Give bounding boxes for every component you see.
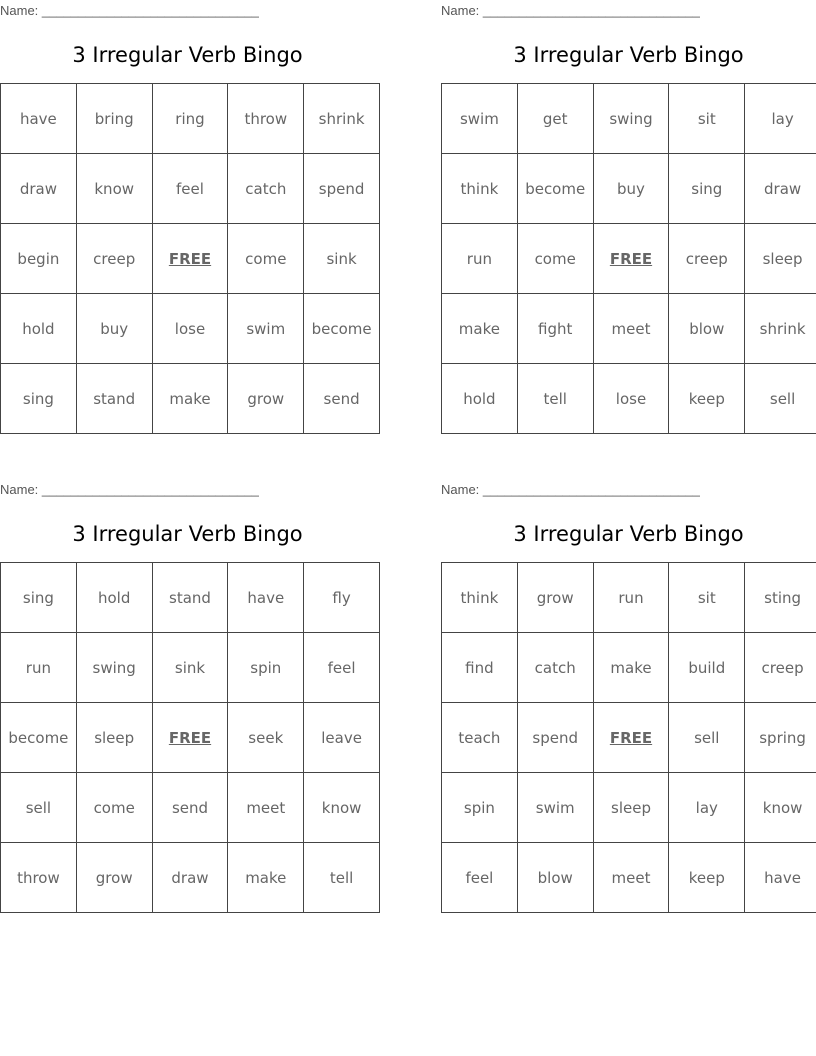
bingo-cell: sink: [152, 633, 228, 703]
bingo-cell: run: [1, 633, 77, 703]
bingo-cell: draw: [152, 843, 228, 913]
bingo-cell: sit: [669, 563, 745, 633]
bingo-cell: think: [442, 154, 518, 224]
bingo-cell: make: [442, 294, 518, 364]
bingo-grid: [441, 562, 816, 913]
bingo-cell: sleep: [745, 224, 816, 294]
bingo-cell: buy: [76, 294, 152, 364]
bingo-cell: buy: [593, 154, 669, 224]
bingo-cell: hold: [76, 563, 152, 633]
bingo-cell: teach: [442, 703, 518, 773]
grid-row: [1, 633, 380, 703]
bingo-cell: spend: [517, 703, 593, 773]
bingo-cell: get: [517, 84, 593, 154]
free-space-cell: FREE: [152, 703, 228, 773]
bingo-cell: begin: [1, 224, 77, 294]
name-field-label: Name: ______________________________: [441, 3, 700, 18]
bingo-cell: meet: [228, 773, 304, 843]
bingo-cell: make: [152, 364, 228, 434]
bingo-cell: come: [76, 773, 152, 843]
bingo-cell: throw: [1, 843, 77, 913]
bingo-cell: feel: [304, 633, 380, 703]
bingo-cell: sell: [1, 773, 77, 843]
bingo-cell: swim: [442, 84, 518, 154]
bingo-cell: sell: [745, 364, 816, 434]
bingo-cell: feel: [442, 843, 518, 913]
bingo-cell: catch: [228, 154, 304, 224]
bingo-cell: grow: [517, 563, 593, 633]
name-field-label: Name: ______________________________: [0, 482, 259, 497]
bingo-cell: have: [745, 843, 816, 913]
bingo-cell: keep: [669, 843, 745, 913]
bingo-cell: know: [745, 773, 816, 843]
bingo-cell: make: [593, 633, 669, 703]
bingo-cell: become: [1, 703, 77, 773]
free-space-cell: FREE: [152, 224, 228, 294]
card-title: 3 Irregular Verb Bingo: [513, 43, 744, 67]
bingo-cell: blow: [669, 294, 745, 364]
bingo-cell: meet: [593, 843, 669, 913]
bingo-card-3: [0, 479, 375, 913]
grid-row: [442, 154, 816, 224]
free-space-cell: FREE: [593, 224, 669, 294]
card-title: 3 Irregular Verb Bingo: [513, 522, 744, 546]
name-field-label: Name: ______________________________: [0, 3, 259, 18]
bingo-cell: feel: [152, 154, 228, 224]
grid-row: [442, 703, 816, 773]
grid-row: [1, 84, 380, 154]
bingo-cell: lose: [152, 294, 228, 364]
bingo-cell: swing: [76, 633, 152, 703]
grid-row: [442, 224, 816, 294]
bingo-grid: [0, 562, 380, 913]
free-space-cell: FREE: [593, 703, 669, 773]
bingo-grid: [441, 83, 816, 434]
bingo-cell: come: [517, 224, 593, 294]
bingo-cell: spin: [228, 633, 304, 703]
bingo-cell: send: [152, 773, 228, 843]
bingo-cell: swim: [517, 773, 593, 843]
bingo-cell: creep: [669, 224, 745, 294]
grid-row: [442, 633, 816, 703]
bingo-cell: blow: [517, 843, 593, 913]
grid-row: [442, 773, 816, 843]
bingo-cell: draw: [745, 154, 816, 224]
bingo-cell: have: [228, 563, 304, 633]
bingo-cell: seek: [228, 703, 304, 773]
grid-row: [442, 563, 816, 633]
bingo-cell: bring: [76, 84, 152, 154]
bingo-cell: hold: [442, 364, 518, 434]
grid-row: [1, 364, 380, 434]
bingo-cell: throw: [228, 84, 304, 154]
bingo-cell: swim: [228, 294, 304, 364]
bingo-cell: creep: [76, 224, 152, 294]
bingo-cell: lay: [745, 84, 816, 154]
bingo-cell: build: [669, 633, 745, 703]
bingo-cell: sting: [745, 563, 816, 633]
card-title: 3 Irregular Verb Bingo: [72, 43, 303, 67]
bingo-cell: creep: [745, 633, 816, 703]
bingo-cell: draw: [1, 154, 77, 224]
name-field-label: Name: ______________________________: [441, 482, 700, 497]
bingo-cell: stand: [152, 563, 228, 633]
grid-row: [442, 294, 816, 364]
bingo-cell: hold: [1, 294, 77, 364]
bingo-cell: sit: [669, 84, 745, 154]
bingo-cell: fly: [304, 563, 380, 633]
bingo-cell: grow: [76, 843, 152, 913]
grid-row: [442, 364, 816, 434]
bingo-cell: catch: [517, 633, 593, 703]
bingo-cell: know: [76, 154, 152, 224]
grid-row: [1, 703, 380, 773]
bingo-cell: sing: [1, 364, 77, 434]
bingo-cell: make: [228, 843, 304, 913]
bingo-cell: leave: [304, 703, 380, 773]
bingo-cell: spin: [442, 773, 518, 843]
grid-row: [442, 843, 816, 913]
bingo-cell: sing: [669, 154, 745, 224]
grid-row: [1, 224, 380, 294]
bingo-cell: become: [517, 154, 593, 224]
bingo-cell: ring: [152, 84, 228, 154]
card-title: 3 Irregular Verb Bingo: [72, 522, 303, 546]
bingo-cell: tell: [517, 364, 593, 434]
bingo-cell: spend: [304, 154, 380, 224]
grid-row: [1, 294, 380, 364]
bingo-card-1: [0, 0, 375, 434]
bingo-cell: sell: [669, 703, 745, 773]
grid-row: [1, 843, 380, 913]
bingo-cell: sink: [304, 224, 380, 294]
bingo-cell: spring: [745, 703, 816, 773]
bingo-cell: come: [228, 224, 304, 294]
bingo-cell: sleep: [76, 703, 152, 773]
bingo-cell: tell: [304, 843, 380, 913]
bingo-cell: have: [1, 84, 77, 154]
bingo-cell: swing: [593, 84, 669, 154]
bingo-cell: shrink: [304, 84, 380, 154]
bingo-cell: shrink: [745, 294, 816, 364]
bingo-cell: send: [304, 364, 380, 434]
bingo-cell: become: [304, 294, 380, 364]
bingo-cell: sing: [1, 563, 77, 633]
bingo-card-4: [441, 479, 816, 913]
grid-row: [1, 563, 380, 633]
bingo-cell: think: [442, 563, 518, 633]
bingo-cell: meet: [593, 294, 669, 364]
bingo-cell: know: [304, 773, 380, 843]
grid-row: [1, 773, 380, 843]
bingo-grid: [0, 83, 380, 434]
grid-row: [1, 154, 380, 224]
bingo-cell: stand: [76, 364, 152, 434]
bingo-card-2: [441, 0, 816, 434]
bingo-cell: grow: [228, 364, 304, 434]
bingo-cell: keep: [669, 364, 745, 434]
bingo-cell: lay: [669, 773, 745, 843]
grid-row: [442, 84, 816, 154]
bingo-cell: fight: [517, 294, 593, 364]
bingo-cell: run: [442, 224, 518, 294]
bingo-cell: run: [593, 563, 669, 633]
bingo-cell: lose: [593, 364, 669, 434]
bingo-cell: sleep: [593, 773, 669, 843]
bingo-cell: find: [442, 633, 518, 703]
